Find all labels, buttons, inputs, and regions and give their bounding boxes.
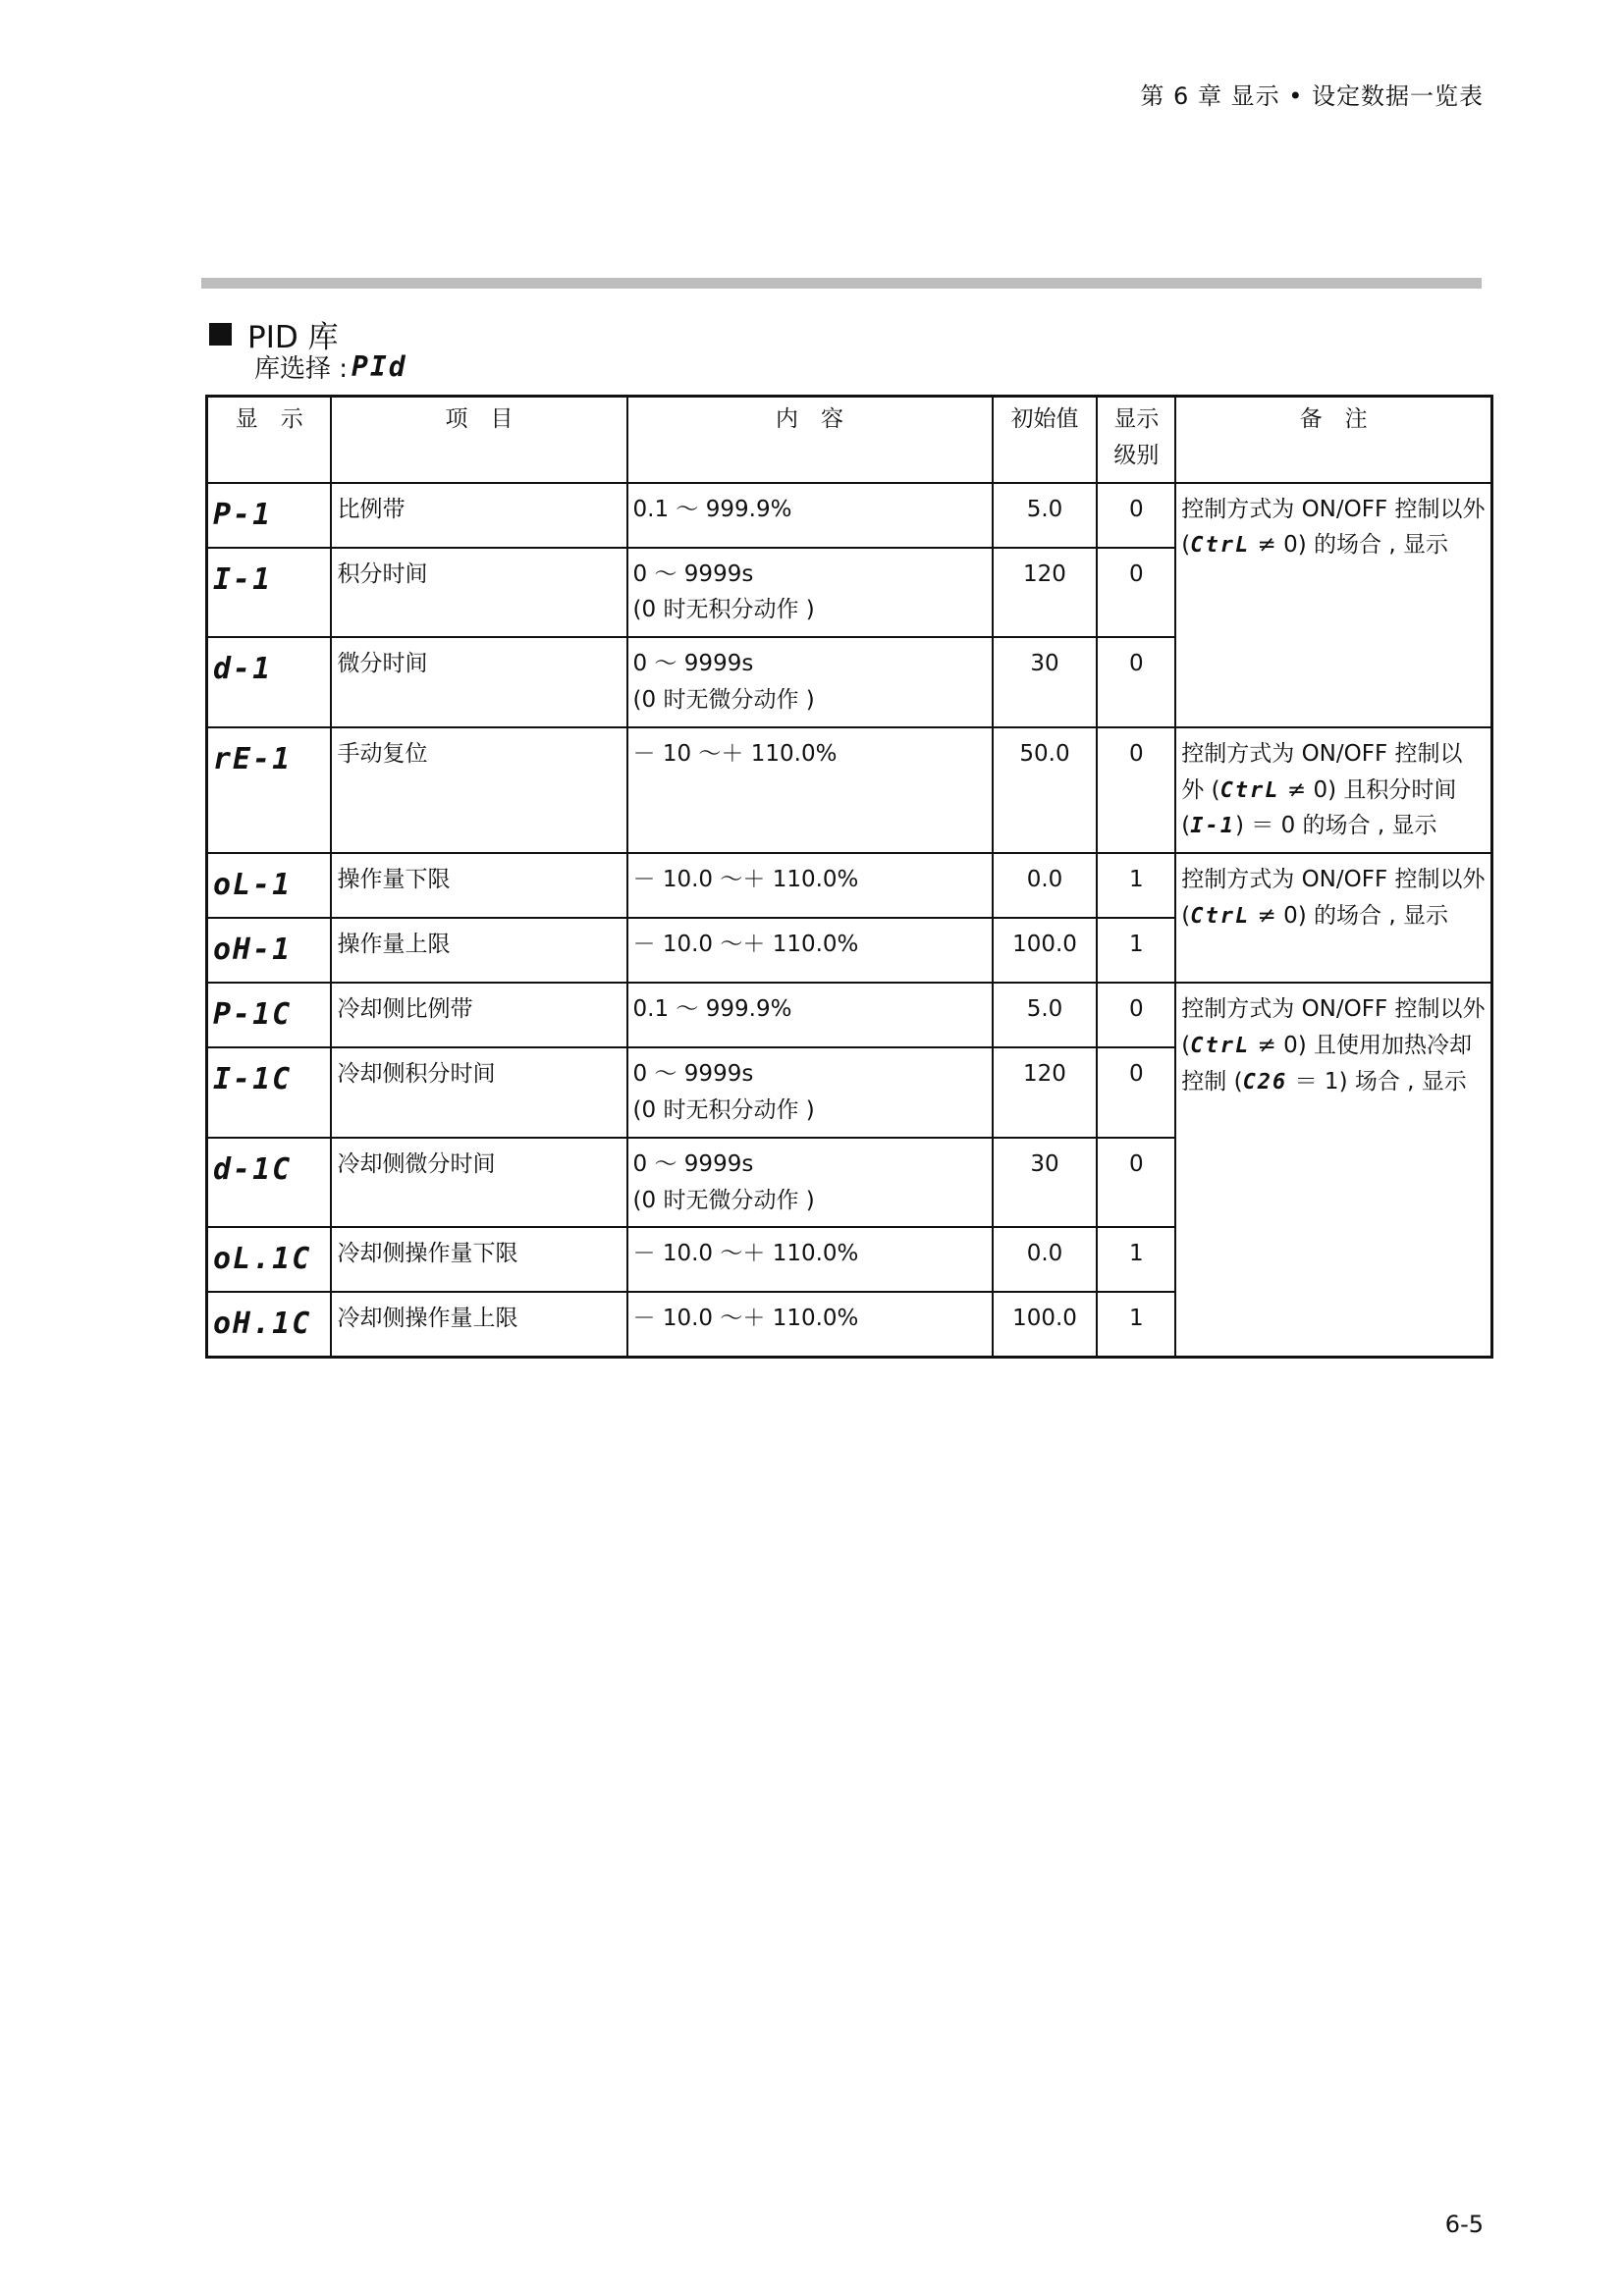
- display-code: P-1C: [207, 983, 332, 1047]
- display-level: 0: [1097, 548, 1175, 638]
- initial-value: 0.0: [993, 853, 1098, 918]
- col-header-initial: 初始值: [993, 397, 1098, 483]
- display-code: rE-1: [207, 727, 332, 853]
- display-code: d-1: [207, 637, 332, 727]
- initial-value: 5.0: [993, 483, 1098, 548]
- col-header-note: 备 注: [1175, 397, 1491, 483]
- content-range: － 10.0 ～＋ 110.0%: [627, 1227, 993, 1292]
- content-range: － 10.0 ～＋ 110.0%: [627, 1292, 993, 1358]
- item-name: 手动复位: [331, 727, 626, 853]
- page-number: 6-5: [1444, 2211, 1484, 2238]
- item-name: 冷却侧比例带: [331, 983, 626, 1047]
- content-range: － 10.0 ～＋ 110.0%: [627, 853, 993, 918]
- note-cell: 控制方式为 ON/OFF 控制以外 (CtrL ≠ 0) 且使用加热冷却控制 (C26 ＝ 1) 场合 , 显示: [1175, 983, 1491, 1358]
- display-code: oL.1C: [207, 1227, 332, 1292]
- item-name: 冷却侧积分时间: [331, 1047, 626, 1138]
- display-level: 1: [1097, 1292, 1175, 1358]
- section-title-text: PID 库: [247, 320, 339, 355]
- initial-value: 120: [993, 548, 1098, 638]
- display-level: 1: [1097, 1227, 1175, 1292]
- initial-value: 100.0: [993, 1292, 1098, 1358]
- initial-value: 0.0: [993, 1227, 1098, 1292]
- display-code: oL-1: [207, 853, 332, 918]
- content-range: 0 ～ 9999s (0 时无积分动作 ): [627, 1047, 993, 1138]
- item-name: 比例带: [331, 483, 626, 548]
- initial-value: 30: [993, 1138, 1098, 1228]
- display-code: oH-1: [207, 918, 332, 983]
- subtitle-label: 库选择 :: [254, 354, 349, 384]
- item-name: 操作量上限: [331, 918, 626, 983]
- display-level: 0: [1097, 983, 1175, 1047]
- display-code: I-1C: [207, 1047, 332, 1138]
- item-name: 微分时间: [331, 637, 626, 727]
- display-code: oH.1C: [207, 1292, 332, 1358]
- table-row: [207, 483, 1492, 548]
- content-range: 0 ～ 9999s (0 时无积分动作 ): [627, 548, 993, 638]
- display-level: 1: [1097, 853, 1175, 918]
- subtitle-code: PId: [352, 350, 407, 383]
- display-code: d-1C: [207, 1138, 332, 1228]
- display-level: 0: [1097, 1138, 1175, 1228]
- content-range: 0 ～ 9999s (0 时无微分动作 ): [627, 1138, 993, 1228]
- content-range: 0.1 ～ 999.9%: [627, 483, 993, 548]
- note-cell: 控制方式为 ON/OFF 控制以外 (CtrL ≠ 0) 的场合 , 显示: [1175, 483, 1491, 727]
- item-name: 冷却侧操作量下限: [331, 1227, 626, 1292]
- initial-value: 100.0: [993, 918, 1098, 983]
- note-cell: 控制方式为 ON/OFF 控制以外 (CtrL ≠ 0) 的场合 , 显示: [1175, 853, 1491, 983]
- display-level: 0: [1097, 483, 1175, 548]
- pid-table: [205, 395, 1493, 1359]
- note-cell: 控制方式为 ON/OFF 控制以 外 (CtrL ≠ 0) 且积分时间 (I-1) ＝ 0 的场合 , 显示: [1175, 727, 1491, 853]
- table-row: [207, 853, 1492, 918]
- display-level: 0: [1097, 727, 1175, 853]
- col-header-content: 内 容: [627, 397, 993, 483]
- content-range: 0 ～ 9999s (0 时无微分动作 ): [627, 637, 993, 727]
- table-row: [207, 727, 1492, 853]
- item-name: 冷却侧操作量上限: [331, 1292, 626, 1358]
- display-level: 0: [1097, 637, 1175, 727]
- initial-value: 50.0: [993, 727, 1098, 853]
- section-divider: [201, 278, 1482, 289]
- chapter-header: 第 6 章 显示 • 设定数据一览表: [1140, 82, 1484, 110]
- table-header-row: [207, 397, 1492, 483]
- col-header-display: 显 示: [207, 397, 332, 483]
- col-header-item: 项 目: [331, 397, 626, 483]
- table-row: [207, 983, 1492, 1047]
- content-range: － 10 ～＋ 110.0%: [627, 727, 993, 853]
- content-range: 0.1 ～ 999.9%: [627, 983, 993, 1047]
- section-subtitle: [254, 348, 407, 385]
- item-name: 冷却侧微分时间: [331, 1138, 626, 1228]
- display-level: 0: [1097, 1047, 1175, 1138]
- content-range: － 10.0 ～＋ 110.0%: [627, 918, 993, 983]
- initial-value: 30: [993, 637, 1098, 727]
- initial-value: 120: [993, 1047, 1098, 1138]
- item-name: 操作量下限: [331, 853, 626, 918]
- item-name: 积分时间: [331, 548, 626, 638]
- display-level: 1: [1097, 918, 1175, 983]
- col-header-level: 显示级别: [1097, 397, 1175, 483]
- initial-value: 5.0: [993, 983, 1098, 1047]
- display-code: P-1: [207, 483, 332, 548]
- square-bullet-icon: [209, 323, 232, 346]
- display-code: I-1: [207, 548, 332, 638]
